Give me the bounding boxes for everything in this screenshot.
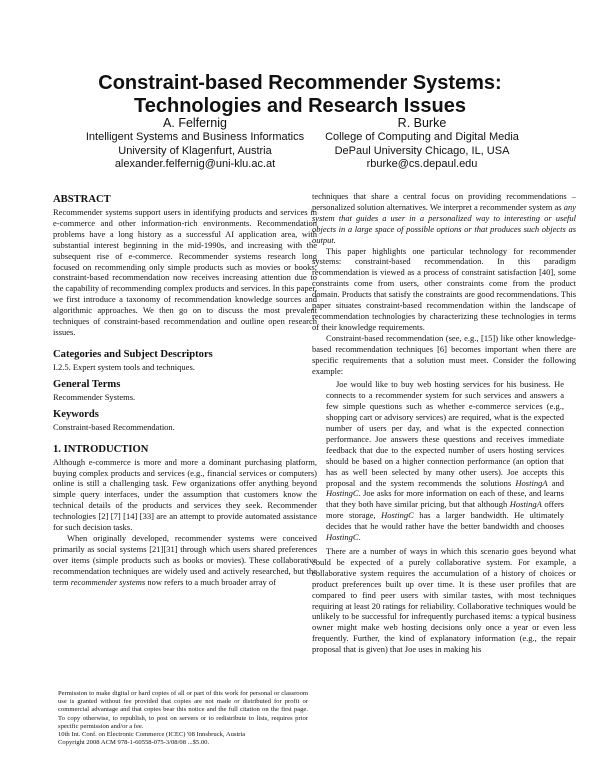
paragraph-constraint-based: Constraint-based recommendation (see, e.g., [15]) like other knowledge-based recommendation techniques [6] becomes important when there are specific requirements that a solution must meet. Consider the following example: (312, 332, 576, 376)
copyright-line: Copyright 2008 ACM 978-1-60558-075-3/08/08 ...$5.00. (58, 739, 210, 747)
example-quote: Joe would like to buy web hosting services for his business. He connects to a recommender system for such services and answers a few simple questions such as whether e-commerce services (e.g., shopping cart or advisory services) are required, what is the expected number of users per day, and what is the expected connection performance. Joe answers these questions and receives immediate feedback that due to the expected number of users hosting services should be based on a higher connection performance (an option that has as well been selected by many other users). Joe accepts this proposal and the system recommends the solutions HostingA and HostingC. Joe asks for more information on each of these, and learns that they both have similar pricing, but that although HostingA offers more storage, HostingC has a larger bandwidth. He ultimately decides that he would rather have the better bandwidth and chooses HostingC. (326, 379, 565, 543)
definition-emphasis: any system that guides a user in a personalized way to interesting or useful objects in a large space of possible options or that produces such objects as output. (312, 201, 576, 245)
paper-title (40, 72, 560, 118)
author-affiliation: DePaul University Chicago, IL, USA (334, 144, 510, 157)
author-email: alexander.felfernig@uni-klu.ac.at (114, 158, 276, 170)
conference-line: 10th Int. Conf. on Electronic Commerce (ICEC) '08 Innsbruck, Austria (58, 731, 246, 739)
author-affiliation: College of Computing and Digital Media (325, 131, 519, 143)
keywords-text: Constraint-based Recommendation. (53, 421, 175, 432)
continued-paragraph: techniques that share a central focus on providing recommendations – personalized solution alternatives. We interpret a recommender system as any system that guides a user in a personalized way to interesting or useful objects in a large space of possible options or that produces such objects as output. (312, 191, 576, 245)
introduction-paragraph-2: When originally developed, recommender systems were conceived primarily as social systems [21][31] through which users shared preferences over items (simple products such as books or movies). These collaborative recommendation techniques are widely used and actively researched, but the term recommender systems now refers to a much broader array of (53, 532, 317, 587)
emphasis: recommender systems (70, 576, 146, 587)
abstract-heading: ABSTRACT (53, 194, 111, 205)
paragraph-scenario: There are a number of ways in which this scenario goes beyond what could be expected of a purely collaborative system. For example, a collaborative system requires the accumulation of a history of choices or product preferences built up over time. It is these user profiles that are compared to find peer users with similar tastes, with most techniques requiring at least 20 ratings for reliability. Collaborative techniques would be unlikely to be successful for infrequently purchased items: a typical business owner might make web hosting decisions only once a year or even less frequently. Further, the kind of explanatory information (e.g., the repair proposal that is given) that Joe uses in making his (312, 546, 576, 655)
author-affiliation: University of Klagenfurt, Austria (118, 144, 272, 157)
general-terms-heading: General Terms (53, 378, 121, 390)
author-email: rburke@cs.depaul.edu (366, 158, 478, 170)
author-affiliation: Intelligent Systems and Business Informatics (85, 131, 305, 143)
abstract-text: Recommender systems support users in identifying products and services in e-commerce and other information-rich environments. Recommendation problems have a long history as a successful AI application area, with substantial interest beginning in the mid-1990s, and increasing with the subsequent rise of e-commerce. Recommender systems research long focused on recommending only simple products such as movies or books; constraint-based recommendation now receives increasing attention due to the capability of recommending complex products and services. In this paper, we first introduce a taxonomy of recommendation knowledge sources and algorithmic approaches. We then go on to discuss the most prevalent techniques of constraint-based recommendation and outline open research issues. (53, 207, 317, 337)
left-column (53, 193, 317, 587)
introduction-paragraph-1: Although e-commerce is more and more a dominant purchasing platform, buying complex products and services (e.g., financial services or computers) online is still a challenging task. Few organizations offer anything beyond simple query interfaces, under the assumption that customers know the technical details of the products and services they seek. Recommender technologies [2] [7] [14] [33] are an attempt to provide automated assistance for such decision tasks. (53, 456, 317, 533)
title-line-1: Constraint-based Recommender Systems: (98, 72, 502, 94)
author-block-felfernig (85, 116, 305, 172)
author-block-burke (312, 116, 532, 172)
keywords-heading: Keywords (53, 408, 99, 420)
categories-text: I.2.5. Expert system tools and techniques. (53, 361, 195, 372)
title-line-2: Technologies and Research Issues (134, 95, 466, 117)
permission-text: Permission to make digital or hard copies of all or part of this work for personal or classroom use is granted without fee provided that copies are not made or distributed for profit or commercial advantage and that copies bear this notice and the full citation on the first page. To copy otherwise, to republish, to post on servers or to redistribute to lists, requires prior specific permission and/or a fee. (58, 690, 308, 730)
right-column (312, 191, 576, 655)
author-name: R. Burke (397, 116, 447, 130)
permission-notice (58, 690, 308, 747)
introduction-heading: 1. INTRODUCTION (53, 443, 149, 455)
categories-heading: Categories and Subject Descriptors (53, 348, 213, 360)
general-terms-text: Recommender Systems. (53, 391, 136, 402)
author-name: A. Felfernig (163, 116, 227, 130)
paragraph-highlight: This paper highlights one particular technology for recommender systems: constraint-based recommendation. In this paradigm recommendation is viewed as a process of constraint satisfaction [40], some constraints come from users, other constraints come from the product domain. Products that satisfy the constraints are good recommendations. This paper situates constraint-based recommendation within the landscape of recommendation technologies by characterizing these technologies in terms of their knowledge requirements. (312, 245, 576, 332)
